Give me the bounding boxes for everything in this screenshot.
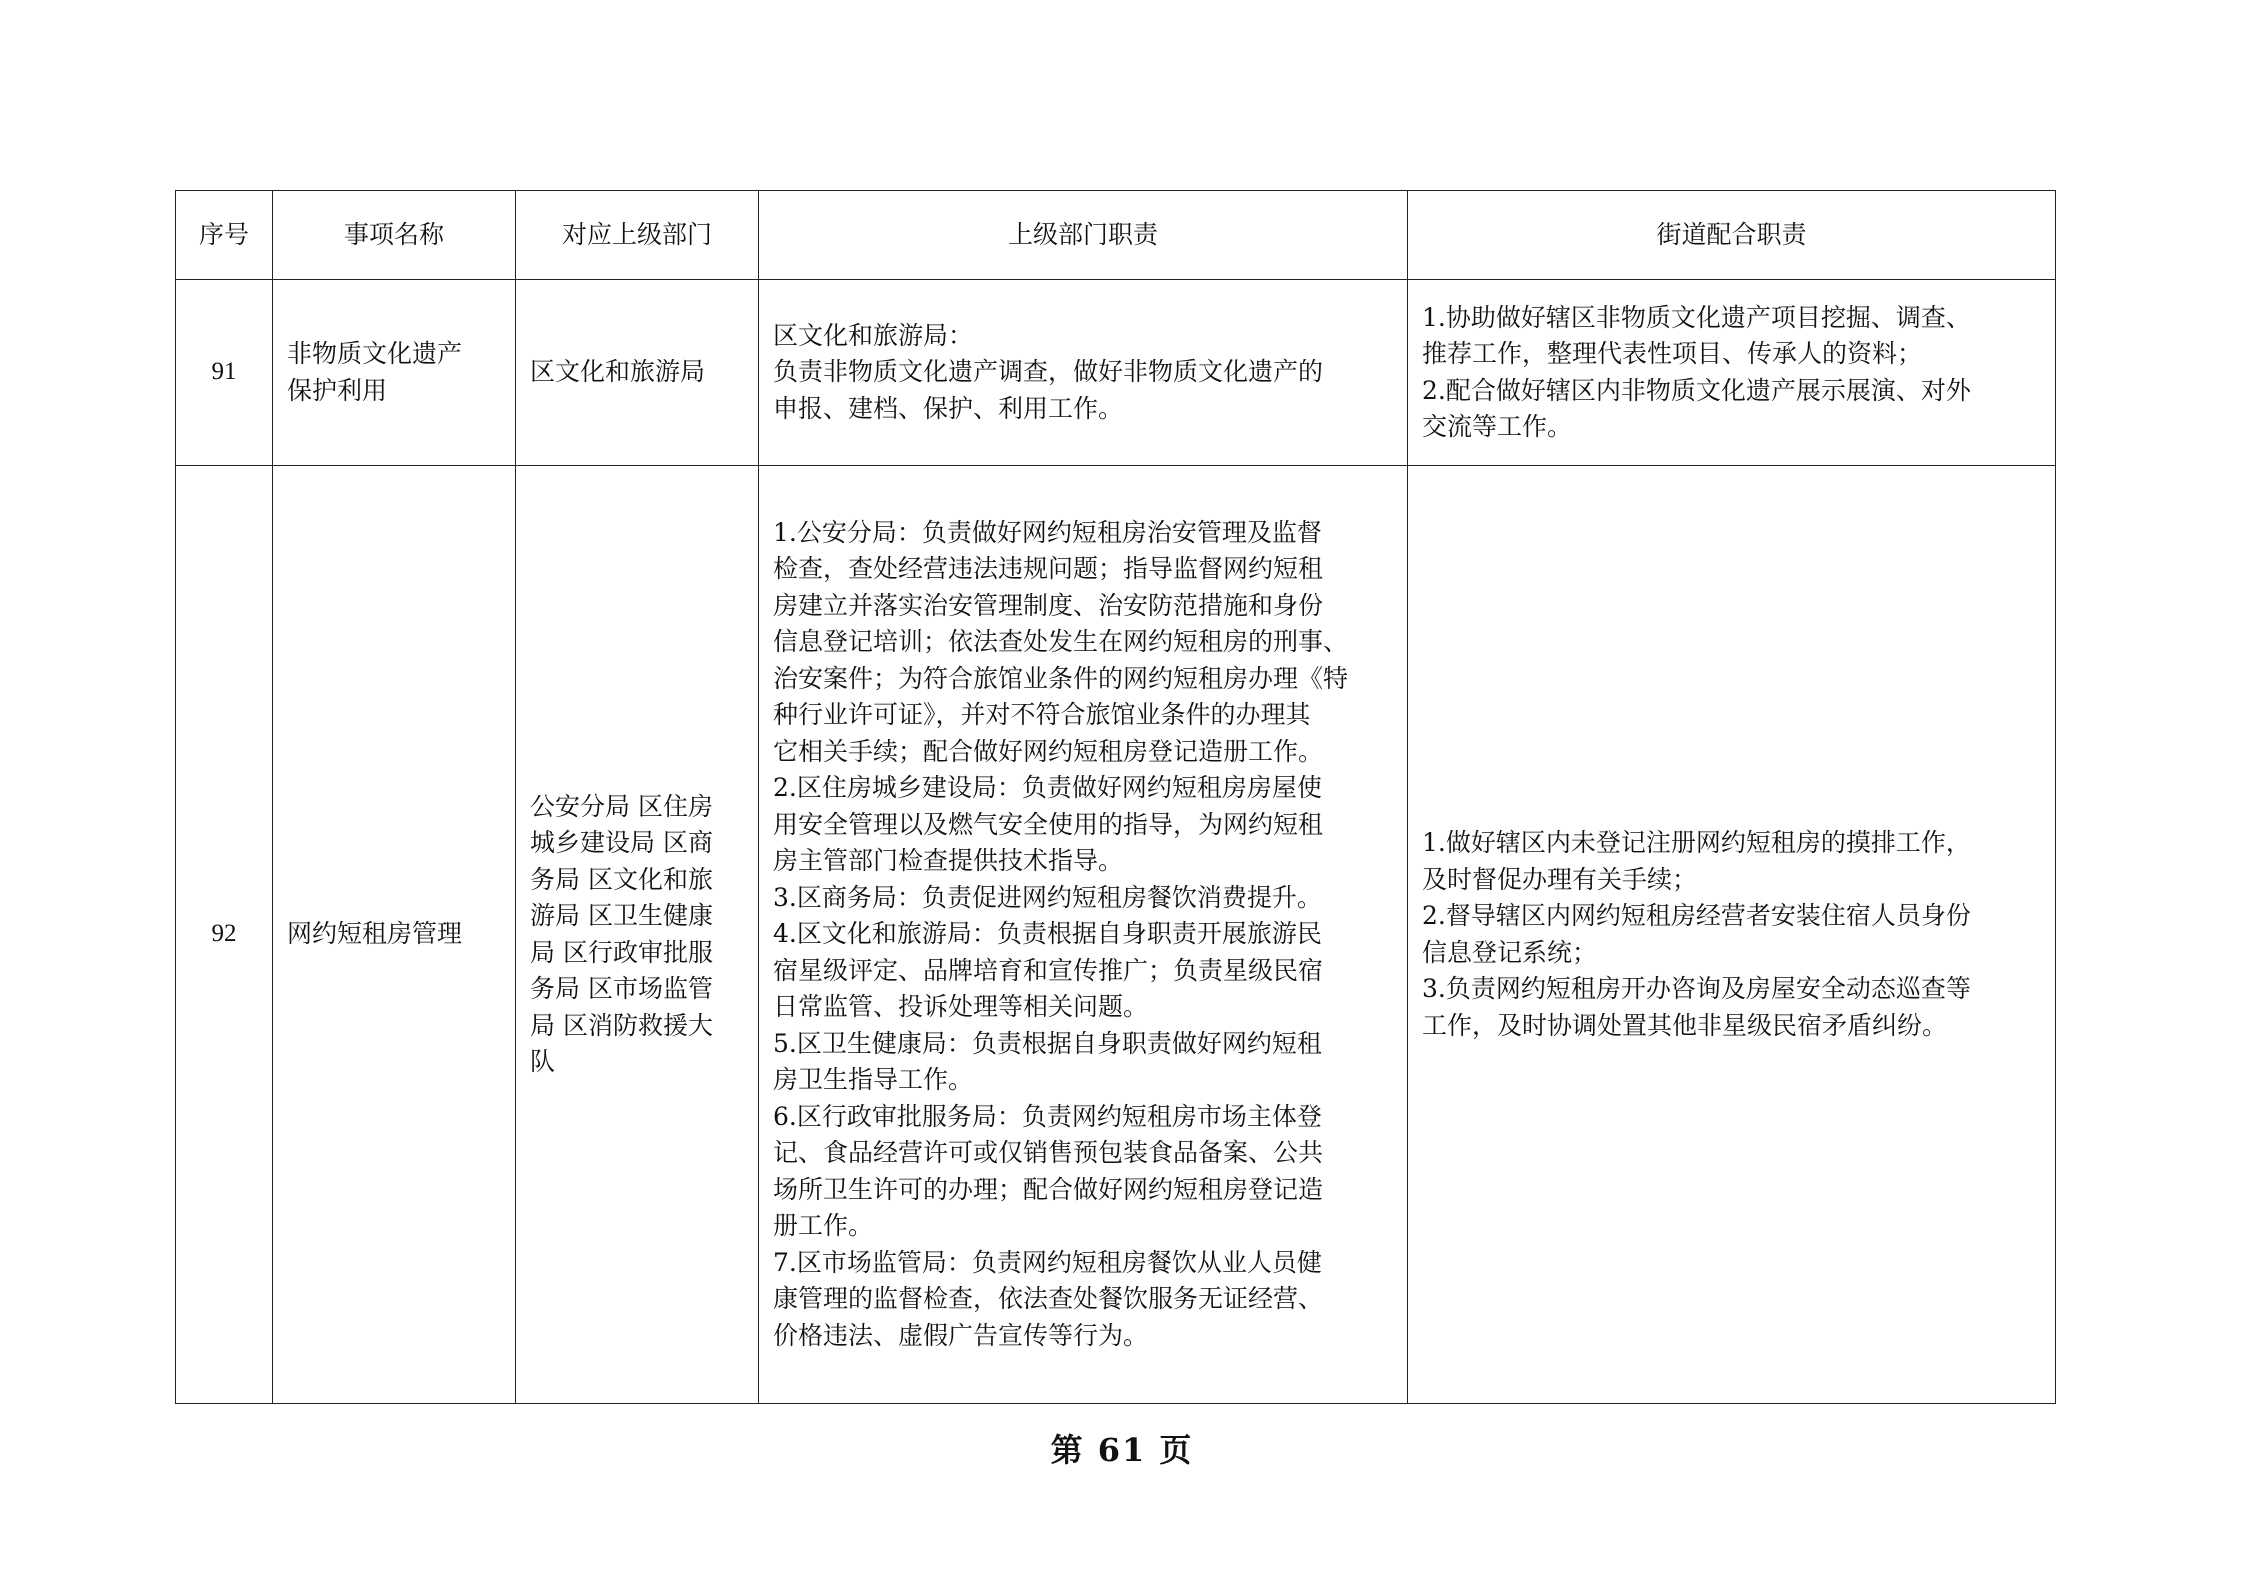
cell-text-line: 检查，查处经营违法违规问题；指导监督网约短租: [773, 554, 1324, 584]
cell-text-line: 2.配合做好辖区内非物质文化遗产展示展演、对外: [1422, 375, 1971, 405]
header-superior-duties: 上级部门职责: [759, 191, 1408, 280]
cell-text-line: 治安案件；为符合旅馆业条件的网约短租房办理《特: [773, 663, 1349, 693]
cell-text-line: 区文化和旅游局：: [773, 320, 974, 350]
cell-text-line: 信息登记系统；: [1422, 937, 1598, 967]
header-serial-number: 序号: [176, 191, 273, 280]
cell-text-line: 价格违法、虚假广告宣传等行为。: [773, 1320, 1149, 1350]
cell-text-line: 队: [530, 1047, 556, 1076]
cell-text-line: 康管理的监督检查，依法查处餐饮服务无证经营、: [773, 1284, 1324, 1314]
item-name-cell: [273, 466, 516, 1404]
header-superior-department: 对应上级部门: [516, 191, 759, 280]
cell-text-line: 种行业许可证》，并对不符合旅馆业条件的办理其: [773, 700, 1311, 730]
cell-text-line: 游局 区卫生健康: [530, 901, 713, 930]
cell-text-line: 它相关手续；配合做好网约短租房登记造册工作。: [773, 736, 1324, 766]
cell-text-line: 6.区行政审批服务局：负责网约短租房市场主体登: [773, 1101, 1322, 1131]
superior-duties-cell: [759, 280, 1408, 466]
cell-text-line: 区文化和旅游局: [530, 357, 706, 387]
cell-text-line: 务局 区文化和旅: [530, 864, 713, 894]
cell-text-line: 网约短租房管理: [287, 919, 463, 949]
cell-text-line: 用安全管理以及燃气安全使用的指导，为网约短租: [773, 809, 1324, 839]
superior-duties-cell: [759, 466, 1408, 1404]
cell-text-line: 册工作。: [773, 1211, 874, 1241]
cell-text-line: 1.协助做好辖区非物质文化遗产项目挖掘、调查、: [1422, 302, 1971, 332]
superior-department-cell: [516, 466, 759, 1404]
cell-text-line: 1.做好辖区内未登记注册网约短租房的摸排工作，: [1422, 828, 1971, 857]
cell-text-line: 公安分局 区住房: [530, 791, 713, 821]
table-row: [176, 466, 2056, 1404]
cell-text-line: 申报、建档、保护、利用工作。: [773, 393, 1124, 423]
cell-text-line: 房卫生指导工作。: [773, 1065, 974, 1095]
cell-text-line: 场所卫生许可的办理；配合做好网约短租房登记造: [773, 1174, 1324, 1204]
document-sheet: [175, 190, 2055, 1404]
cell-text-line: 及时督促办理有关手续；: [1422, 864, 1698, 894]
page-number: 第 61 页: [1050, 1431, 1194, 1469]
street-cooperation-cell: [1408, 280, 2056, 466]
cell-text-line: 非物质文化遗产: [287, 339, 463, 368]
cell-text-line: 城乡建设局 区商: [530, 828, 713, 857]
cell-text-line: 1.公安分局：负责做好网约短租房治安管理及监督: [773, 517, 1322, 547]
cell-text-line: 信息登记培训；依法查处发生在网约短租房的刑事、: [773, 627, 1349, 657]
cell-text-line: 保护利用: [287, 375, 388, 405]
serial-number-cell: 92: [176, 466, 273, 1404]
header-street-cooperation-duties: 街道配合职责: [1408, 191, 2056, 280]
cell-text-line: 日常监管、投诉处理等相关问题。: [773, 992, 1149, 1022]
cell-text-line: 工作，及时协调处置其他非星级民宿矛盾纠纷。: [1422, 1010, 1948, 1040]
responsibility-table: [175, 190, 2056, 1404]
superior-department-cell: [516, 280, 759, 466]
cell-text-line: 3.区商务局：负责促进网约短租房餐饮消费提升。: [773, 882, 1322, 912]
cell-text-line: 局 区消防救援大: [530, 1010, 713, 1040]
street-cooperation-cell: [1408, 466, 2056, 1404]
cell-text-line: 3.负责网约短租房开办咨询及房屋安全动态巡查等: [1422, 974, 1971, 1003]
cell-text-line: 2.区住房城乡建设局：负责做好网约短租房房屋使: [773, 773, 1322, 803]
cell-text-line: 4.区文化和旅游局：负责根据自身职责开展旅游民: [773, 919, 1322, 949]
cell-text-line: 5.区卫生健康局：负责根据自身职责做好网约短租: [773, 1028, 1322, 1058]
cell-text-line: 负责非物质文化遗产调查，做好非物质文化遗产的: [773, 357, 1324, 387]
item-name-cell: [273, 280, 516, 466]
table-header-row: [176, 191, 2056, 280]
table-row: [176, 280, 2056, 466]
serial-number-cell: 91: [176, 280, 273, 466]
cell-text-line: 房主管部门检查提供技术指导。: [773, 846, 1124, 876]
cell-text-line: 推荐工作，整理代表性项目、传承人的资料；: [1422, 339, 1923, 368]
cell-text-line: 务局 区市场监管: [530, 974, 713, 1003]
cell-text-line: 2.督导辖区内网约短租房经营者安装住宿人员身份: [1422, 901, 1971, 930]
header-item-name: 事项名称: [273, 191, 516, 280]
cell-text-line: 交流等工作。: [1422, 412, 1573, 441]
cell-text-line: 7.区市场监管局：负责网约短租房餐饮从业人员健: [773, 1247, 1322, 1277]
cell-text-line: 记、食品经营许可或仅销售预包装食品备案、公共: [773, 1138, 1324, 1168]
cell-text-line: 局 区行政审批服: [530, 937, 713, 967]
cell-text-line: 宿星级评定、品牌培育和宣传推广；负责星级民宿: [773, 955, 1324, 985]
cell-text-line: 房建立并落实治安管理制度、治安防范措施和身份: [773, 590, 1324, 620]
